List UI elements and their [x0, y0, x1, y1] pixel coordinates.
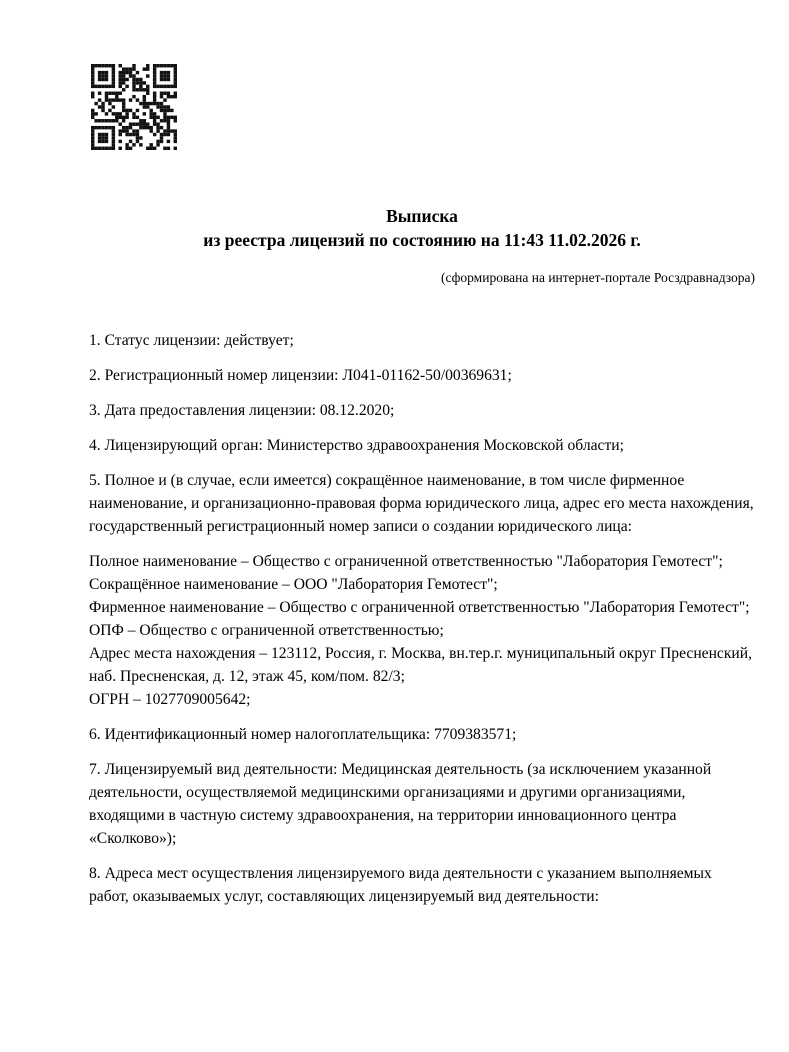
company-details: [89, 550, 755, 711]
detail-brand-name: Фирменное наименование – Общество с ограниченной ответственностью "Лаборатория Гемотест";: [89, 599, 750, 616]
paragraph-registration-number: 2. Регистрационный номер лицензии: Л041-01162-50/00369631;: [89, 367, 512, 384]
formation-note: (сформирована на интернет-портале Росздравнадзора): [440, 270, 755, 285]
title-line-2: из реестра лицензий по состоянию на 11:43 11.02.2026 г.: [203, 230, 641, 250]
paragraph-grant-date: 3. Дата предоставления лицензии: 08.12.2020;: [89, 402, 395, 419]
detail-full-name: Полное наименование – Общество с ограниченной ответственностью "Лаборатория Гемотест";: [89, 553, 723, 570]
paragraph-license-status: 1. Статус лицензии: действует;: [89, 332, 294, 349]
detail-address: Адрес места нахождения – 123112, Россия, г. Москва, вн.тер.г. муниципальный округ Пресненский, наб. Пресненская, д. 12, этаж 45, ком/пом. 82/3;: [89, 645, 753, 685]
paragraph-activity-addresses: 8. Адреса мест осуществления лицензируемого вида деятельности с указанием выполняемых работ, оказываемых услуг, составляющих лицензируемый вид деятельности:: [89, 865, 712, 905]
title-line-1: Выписка: [386, 206, 458, 226]
paragraph-legal-entity-intro: 5. Полное и (в случае, если имеется) сокращённое наименование, в том числе фирменное наименование, и организационно-правовая форма юридического лица, адрес его места нахождения, государственный регистрационный номер записи о создании юридического лица:: [89, 472, 754, 535]
detail-opf: ОПФ – Общество с ограниченной ответственностью;: [89, 622, 444, 639]
detail-short-name: Сокращённое наименование – ООО "Лаборатория Гемотест";: [89, 576, 498, 593]
detail-ogrn: ОГРН – 1027709005642;: [89, 691, 251, 708]
qr-code-icon: [91, 64, 177, 150]
document-title: [89, 204, 755, 252]
paragraph-licensing-authority: 4. Лицензирующий орган: Министерство здравоохранения Московской области;: [89, 437, 624, 454]
document-body: [89, 329, 755, 908]
paragraph-inn: 6. Идентификационный номер налогоплательщика: 7709383571;: [89, 726, 517, 743]
paragraph-licensed-activity: 7. Лицензируемый вид деятельности: Медицинская деятельность (за исключением указанной деятельности, осуществляемой медицинскими организациями и другими организациями, входящими в частную систему здравоохранения, на территории инновационного центра «Сколково»);: [89, 761, 712, 847]
